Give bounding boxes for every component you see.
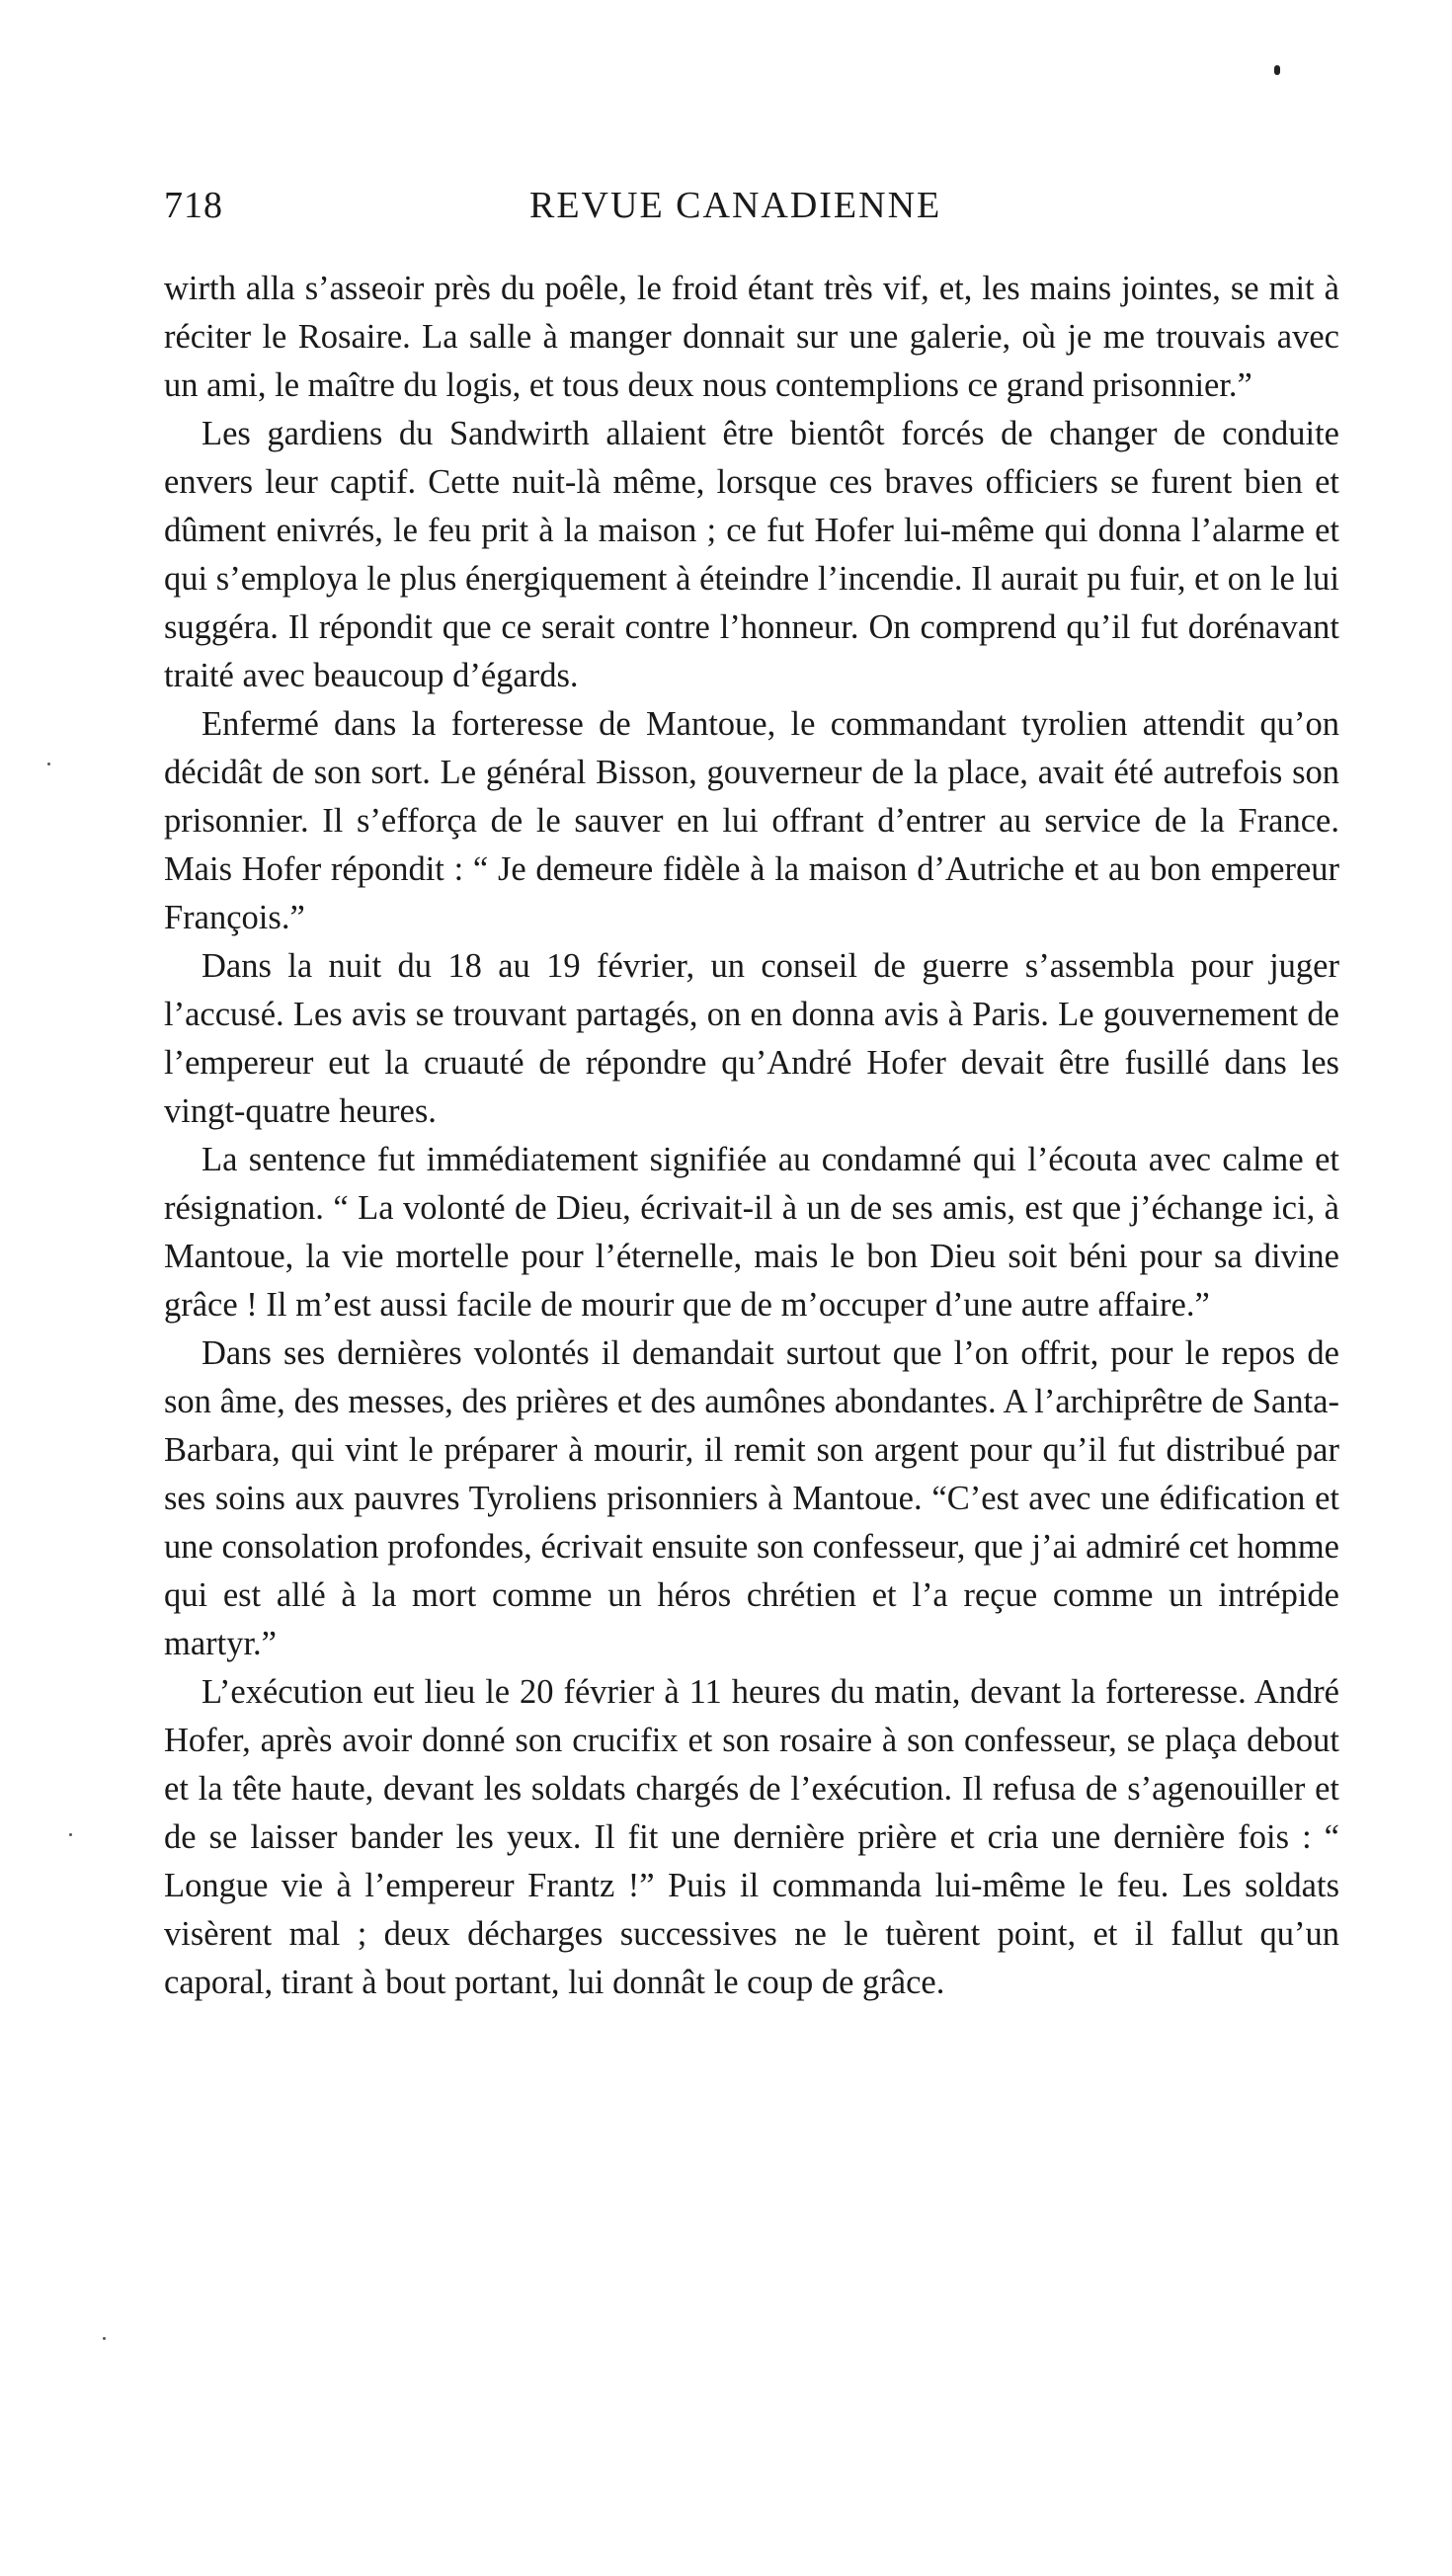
paragraph: Dans la nuit du 18 au 19 février, un conseil de guerre s’assembla pour juger l’accusé. Les avis se trouvant partagés, on en donna avis à Paris. Le gouvernement de l’empereur eut la cruauté de répondre qu’André Hofer devait être fusillé dans les vingt-quatre heures. [164,947,1339,1130]
margin-dot [47,763,50,765]
page-number: 718 [164,185,223,226]
body-text [164,265,1339,2007]
ink-speck [1274,65,1280,75]
paragraph: Enfermé dans la forteresse de Mantoue, le commandant tyrolien attendit qu’on décidât de son sort. Le général Bisson, gouverneur de la place, avait été autrefois son prisonnier. Il s’efforça de le sauver en lui offrant d’entrer au service de la France. Mais Hofer répondit : “ Je demeure fidèle à la maison d’Autriche et au bon empereur François.” [164,705,1339,936]
running-title: REVUE CANADIENNE [529,185,942,226]
margin-dot [103,2337,106,2340]
paragraph: wirth alla s’asseoir près du poêle, le froid étant très vif, et, les mains jointes, se mit à réciter le Rosaire. La salle à manger donnait sur une galerie, où je me trouvais avec un ami, le maître du logis, et tous deux nous contemplions ce grand prisonnier.” [164,270,1339,404]
margin-dot [69,1833,72,1836]
paragraph: Les gardiens du Sandwirth allaient être bientôt forcés de changer de conduite envers leur captif. Cette nuit-là même, lorsque ces braves officiers se furent bien et dûment enivrés, le feu prit à la maison ; ce fut Hofer lui-même qui donna l’alarme et qui s’employa le plus énergiquement à éteindre l’incendie. Il aurait pu fuir, et on le lui suggéra. Il répondit que ce serait contre l’honneur. On comprend qu’il fut dorénavant traité avec beaucoup d’égards. [164,415,1339,694]
paragraph: La sentence fut immédiatement signifiée au condamné qui l’écouta avec calme et résignation. “ La volonté de Dieu, écrivait-il à un de ses amis, est que j’échange ici, à Mantoue, la vie mortelle pour l’éternelle, mais le bon Dieu soit béni pour sa divine grâce ! Il m’est aussi facile de mourir que de m’occuper d’une autre affaire.” [164,1141,1339,1324]
paragraph: L’exécution eut lieu le 20 février à 11 heures du matin, devant la forteresse. André Hofer, après avoir donné son crucifix et son rosaire à son confesseur, se plaça debout et la tête haute, devant les soldats chargés de l’exécution. Il refusa de s’agenouiller et de se laisser bander les yeux. Il fit une dernière prière et cria une dernière fois : “ Longue vie à l’empereur Frantz !” Puis il commanda lui-même le feu. Les soldats visèrent mal ; deux décharges successives ne le tuèrent point, et il fallut qu’un caporal, tirant à bout portant, lui donnât le coup de grâce. [164,1673,1339,2001]
paragraph: Dans ses dernières volontés il demandait surtout que l’on offrit, pour le repos de son âme, des messes, des prières et des aumônes abondantes. A l’archiprêtre de Santa-Barbara, qui vint le préparer à mourir, il remit son argent pour qu’il fut distribué par ses soins aux pauvres Tyroliens prisonniers à Mantoue. “C’est avec une édification et une consolation profondes, écrivait ensuite son confesseur, que j’ai admiré cet homme qui est allé à la mort comme un héros chrétien et l’a reçue comme un intrépide martyr.” [164,1334,1339,1662]
page-header [164,184,1339,243]
